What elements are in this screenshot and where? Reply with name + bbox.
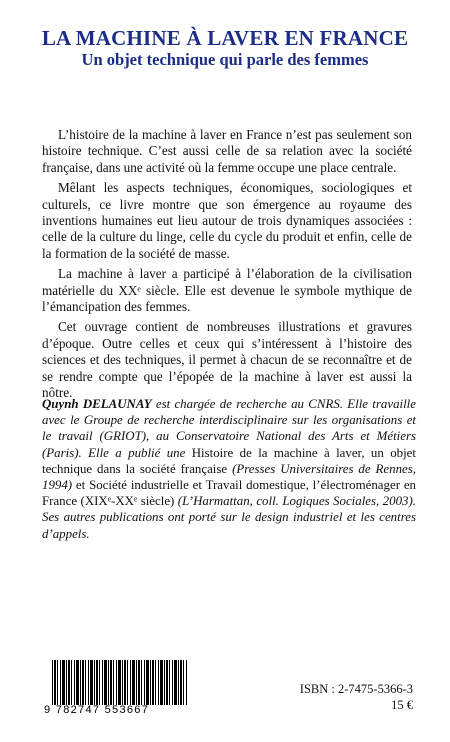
author-name: Quynh DELAUNAY (42, 397, 152, 411)
author-bio (42, 396, 416, 542)
blurb-paragraph: Cet ouvrage contient de nombreuses illustrations et gravures d’époque. Outre celles et ceux qui s’intéressent à l’histoire des sciences et des techniques, il permet à chacun de se reconnaître et de se rendre compte que l’épopée de la machine à laver est aussi la nôtre. (42, 319, 412, 401)
author-book-publisher: (L’Harmattan, coll. Logiques Sociales, 2003). Ses autres publications ont porté sur le design industriel et les centres d’appels. (42, 494, 416, 541)
book-title: LA MACHINE À LAVER EN FRANCE (41, 26, 409, 50)
price: 15 € (391, 698, 413, 712)
back-cover-blurb (42, 127, 412, 406)
blurb-paragraph: Mêlant les aspects techniques, économiques, sociologiques et culturels, ce livre montre que son émergence au royaume des inventions humaines eut lieu autour de trois dynamiques associées : celle de la culture du linge, celle du cycle du produit et enfin, celle de la formation de la société de masse. (42, 180, 412, 261)
author-bio-segment: est chargée de recherche au CNRS. Elle travaille avec le Groupe de recherche interdisciplinaire sur les organisations et le travail (GRIOT), au Conservatoire National des Arts et Métiers (Paris). Elle a publié une (42, 397, 416, 460)
barcode-bars (52, 660, 188, 705)
author-book-title: Histoire de la machine à laver, un objet technique dans la société française (42, 445, 416, 476)
barcode-number: 9 782747 553667 (44, 704, 150, 716)
author-book-publisher: (Presses Universitaires de Rennes, 1994) (42, 461, 416, 493)
isbn: ISBN : 2-7475-5366-3 (299, 682, 413, 696)
author-bio-segment: et (72, 478, 90, 493)
barcode (44, 660, 194, 716)
author-bio-text (42, 396, 416, 542)
author-book-title: Société industrielle et Travail domestique, l’électroménager en France (XIXᵉ-XXᵉ siècle) (42, 478, 416, 509)
book-subtitle: Un objet technique qui parle des femmes (81, 50, 369, 69)
blurb-paragraph: La machine à laver a participé à l’élaboration de la civilisation matérielle du XXᵉ siècle. Elle est devenue le symbole mythique de l’émancipation des femmes. (42, 266, 412, 315)
blurb-paragraph: L’histoire de la machine à laver en France n’est pas seulement son histoire technique. C’est aussi celle de sa relation avec la société française, dans une activité où la femme occupe une place centrale. (42, 127, 412, 175)
